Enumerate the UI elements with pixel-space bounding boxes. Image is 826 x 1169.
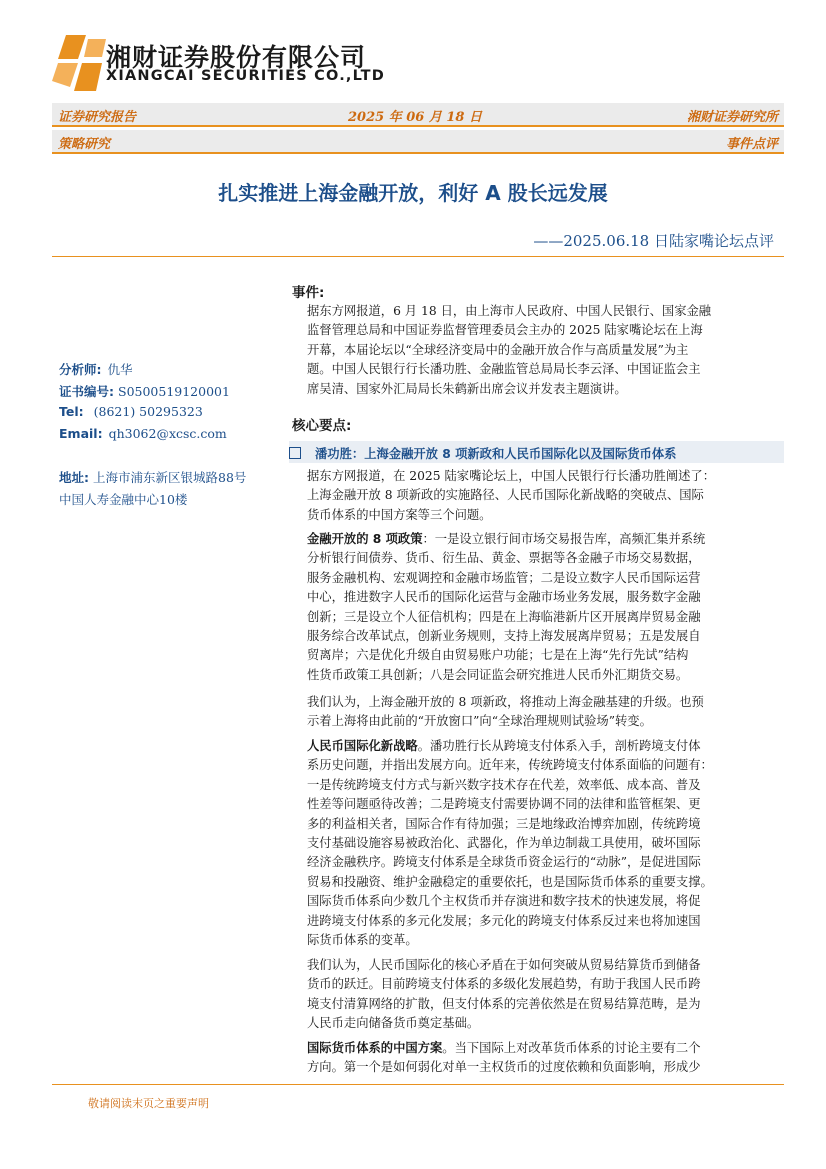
company-name-cn: 湘财证券股份有限公司 (106, 43, 367, 72)
report-title: 扎实推进上海金融开放，利好 A 股长远发展 (218, 181, 608, 205)
text-line: 一是传统跨境支付方式与新兴数字技术存在代差，效率低、成本高、普及 (307, 777, 701, 792)
text-line: 方向。第一个是如何弱化对单一主权货币的过度依赖和负面影响，形成少 (307, 1060, 701, 1075)
address-row (59, 468, 246, 486)
text-line: 贸易和投融资、维护金融稳定的重要依托，也是国际货币体系的重要支撑。 (307, 874, 713, 889)
header-divider-top (52, 125, 784, 127)
text-run: 。潘功胜行长从跨境支付体系入手，剖析跨境支付体 (417, 739, 701, 753)
text-line: 性货币政策工具创新；八是会同证监会研究推进人民币外汇期货交易。 (307, 667, 689, 682)
checkbox-bullet-icon (289, 447, 301, 459)
analyst-email[interactable]: qh3062@xcsc.com (108, 426, 227, 441)
event-paragraph (307, 302, 777, 399)
text-line: 我们认为，上海金融开放的 8 项新政，将推动上海金融基建的升级。也预 (307, 695, 704, 709)
text-line: 创新；三是设立个人征信机构；四是在上海临港新片区开展离岸贸易金融 (307, 609, 701, 624)
text-line: 中心，推进数字人民币的国际化运营与金融市场业务发展，服务数字金融 (307, 590, 701, 605)
text-line: 人民币走向储备货币奠定基础。 (307, 1016, 480, 1031)
analyst-cert-label: 证书编号: (59, 384, 114, 399)
analyst-email-row (59, 426, 227, 441)
text-line: 上海金融开放 8 项新政的实施路径、人民币国际化新战略的突破点、国际 (307, 488, 704, 503)
paragraph-lead: 金融开放的 8 项政策 (307, 532, 423, 546)
text-line: 分析银行间债券、货币、衍生品、黄金、票据等各金融子市场交易数据， (307, 551, 701, 566)
paragraph-2 (307, 530, 777, 685)
text-line: 货币的跃迁。目前跨境支付体系的多级化发展趋势，有助于我国人民币跨 (307, 977, 701, 992)
address-line1: 上海市浦东新区银城路88号 (93, 470, 247, 485)
text-line: 性差等问题亟待改善；二是跨境支付需要协调不同的法律和监管框架、更 (307, 797, 701, 812)
header-divider-bottom (52, 152, 784, 154)
text-line: 服务金融机构、宏观调控和金融市场监管；二是设立数字人民币国际运营 (307, 570, 701, 585)
analyst-cert-row (59, 382, 230, 400)
address-label: 地址: (59, 470, 89, 485)
footer-divider (52, 1084, 784, 1085)
highlight-row (289, 444, 676, 462)
text-line: 货币体系的中国方案等三个问题。 (307, 507, 492, 522)
text-line (307, 737, 777, 756)
text-line: 服务综合改革试点，创新业务规则，支持上海发展离岸贸易；五是发展自 (307, 629, 701, 644)
key-points-heading: 核心要点: (292, 418, 352, 434)
text-line: 经济金融秩序。跨境支付体系是全球货币资金运行的“动脉”，是促进国际 (307, 855, 701, 870)
text-line: 席吴清、国家外汇局局长朱鹤新出席会议并发表主题演讲。 (307, 381, 627, 396)
text-run: ：一是设立银行间市场交易报告库，高频汇集并系统 (422, 532, 706, 546)
text-line: 示着上海将由此前的“开放窗口”向“全球治理规则试验场”转变。 (307, 714, 652, 729)
analyst-tel: (8621) 50295323 (93, 404, 203, 419)
analyst-email-label: Email: (59, 426, 103, 441)
highlight-text: 潘功胜：上海金融开放 8 项新政和人民币国际化以及国际货币体系 (315, 447, 677, 461)
report-type: 证券研究报告 (58, 110, 137, 125)
text-line: 贸离岸；六是优化升级自由贸易账户功能；七是在上海“先行先试”结构 (307, 648, 689, 663)
text-line: 进跨境支付体系的多元化发展；多元化的跨境支付体系反过来也将加速国 (307, 913, 701, 928)
text-line (307, 1039, 777, 1058)
address-line2: 中国人寿金融中心10楼 (59, 492, 188, 507)
paragraph-5 (307, 956, 777, 1034)
paragraph-1 (307, 467, 777, 525)
text-line: 多的利益相关者，国际合作有待加强；三是地缘政治博弈加剧，传统跨境 (307, 816, 701, 831)
paragraph-4 (307, 737, 777, 950)
text-line: 监督管理总局和中国证券监督管理委员会主办的 2025 陆家嘴论坛在上海 (307, 323, 703, 338)
institute-name: 湘财证券研究所 (686, 110, 778, 125)
text-run: 。当下国际上对改革货币体系的讨论主要有二个 (442, 1041, 701, 1055)
report-subtitle: ——2025.06.18 日陆家嘴论坛点评 (533, 232, 774, 250)
text-line: 系历史问题，并指出发展方向。近年来，传统跨境支付体系面临的问题有： (307, 758, 713, 773)
text-line: 据东方网报道，6 月 18 日，由上海市人民政府、中国人民银行、国家金融 (307, 304, 712, 318)
text-line: 境支付清算网络的扩散，但支付体系的完善依然是在贸易结算范畴，是为 (307, 996, 701, 1011)
company-name-en: XIANGCAI SECURITIES CO.,LTD (106, 68, 385, 84)
text-line: 际货币体系的变革。 (307, 933, 418, 948)
company-logo-icon (52, 33, 110, 95)
analyst-cert: S0500519120001 (118, 384, 230, 399)
analyst-tel-label: Tel: (59, 404, 84, 419)
text-line: 我们认为，人民币国际化的核心矛盾在于如何突破从贸易结算货币到储备 (307, 958, 701, 972)
text-line: 开幕，本届论坛以“全球经济变局中的金融开放合作与高质量发展”为主 (307, 342, 689, 357)
analyst-name-row (59, 360, 133, 378)
event-heading: 事件: (292, 285, 325, 301)
header-bar-bottom (52, 130, 784, 152)
analyst-name-label: 分析师: (59, 362, 102, 377)
text-line (307, 530, 777, 549)
footer-disclaimer: 敬请阅读末页之重要声明 (88, 1097, 209, 1110)
paragraph-lead: 国际货币体系的中国方案 (307, 1041, 443, 1055)
report-date: 2025 年 06 月 18 日 (348, 110, 482, 125)
report-category: 策略研究 (58, 137, 111, 152)
report-kind: 事件点评 (725, 137, 778, 152)
paragraph-3 (307, 693, 777, 732)
analyst-tel-row (59, 404, 203, 419)
text-line: 题。中国人民银行行长潘功胜、金融监管总局局长李云泽、中国证监会主 (307, 362, 701, 377)
paragraph-lead: 人民币国际化新战略 (307, 739, 418, 753)
paragraph-6 (307, 1039, 777, 1078)
analyst-name: 仇华 (107, 362, 133, 377)
text-line: 国际货币体系向少数几个主权货币并存演进和数字技术的快速发展，将促 (307, 894, 701, 909)
text-line: 支付基础设施容易被政治化、武器化，作为单边制裁工具使用，破坏国际 (307, 836, 701, 851)
title-divider (52, 256, 784, 257)
text-line: 据东方网报道，在 2025 陆家嘴论坛上，中国人民银行行长潘功胜阐述了： (307, 469, 716, 483)
